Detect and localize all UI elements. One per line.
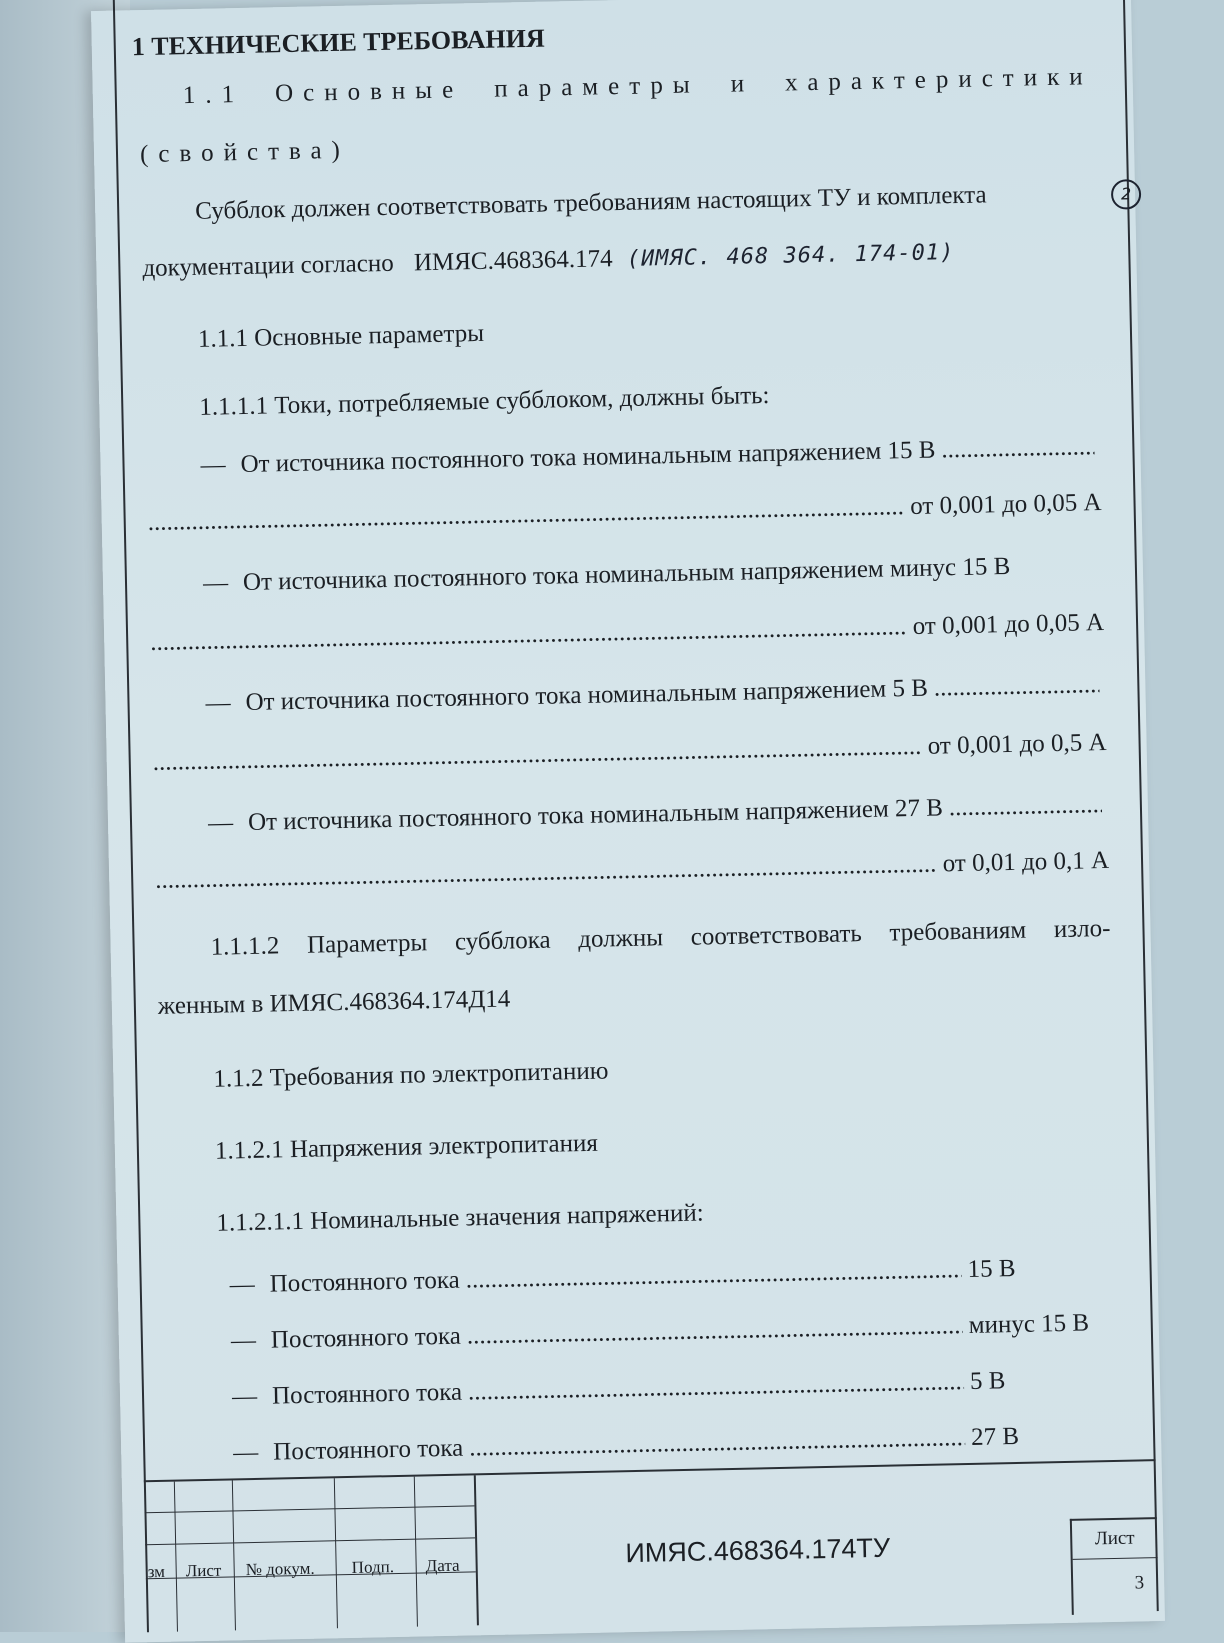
stamp-grid-line (414, 1477, 418, 1627)
stamp-col-date: Дата (425, 1555, 460, 1576)
handwritten-annotation: (ИМЯС. 468 364. 174-01) (626, 240, 955, 272)
stamp-col-list: Лист (185, 1560, 222, 1581)
stamp-col-sign: Подп. (351, 1557, 395, 1577)
intro-doc-ref: ИМЯС.468364.174 (413, 245, 613, 277)
current-item-2-text: От источника постоянного тока номинальным напряжением минус 15 В (242, 552, 1011, 597)
current-item-2-dash: — (202, 569, 229, 597)
sheet-label: Лист (1072, 1519, 1158, 1560)
voltage-item-2-dash: — (230, 1326, 257, 1355)
voltage-item-4-label: Постоянного тока (272, 1434, 464, 1466)
heading-1-1-cont: (свойства) (139, 136, 351, 169)
current-item-1-text: От источника постоянного тока номинальным напряжением 15 В (240, 436, 936, 479)
para-1-1-1-2-word-1: Параметры (306, 929, 428, 959)
voltage-item-3-label: Постоянного тока (271, 1378, 463, 1410)
voltage-item-3-value: 5 В (969, 1367, 1006, 1395)
leader-dots (949, 790, 1103, 823)
margin-circled-mark: 2 (1111, 179, 1142, 210)
leader-dots (941, 432, 1095, 465)
voltage-item-1-dash: — (229, 1270, 256, 1299)
stamp-col-doc: № докум. (245, 1558, 315, 1580)
current-item-3-dash: — (205, 689, 231, 717)
para-1-1-1-2-num: 1.1.1.2 (210, 932, 280, 961)
intro-prefix: документации согласно (142, 249, 394, 283)
para-1-1-1-2-word-4: соответствовать (690, 920, 863, 951)
section-title: 1 ТЕХНИЧЕСКИЕ ТРЕБОВАНИЯ (131, 23, 546, 62)
para-1-1-1-2-word-3: должны (577, 924, 664, 954)
document-number: ИМЯС.468364.174ТУ (625, 1532, 891, 1569)
heading-1-1-2: 1.1.2 Требования по электропитанию (213, 1057, 609, 1093)
heading-1-1-word-2: параметры (493, 71, 700, 103)
stamp-grid-line (232, 1480, 236, 1630)
heading-1-1-2-1: 1.1.2.1 Напряжения электропитания (214, 1129, 599, 1165)
stamp-col-izm: зм (147, 1561, 166, 1582)
para-1-1-1-2-word-6: изло- (1053, 914, 1111, 944)
voltage-item-2-value: минус 15 В (968, 1309, 1090, 1339)
para-1-1-1-2-line-2: женным в ИМЯС.468364.174Д14 (157, 985, 511, 1020)
current-item-2-value: от 0,001 до 0,05 А (912, 608, 1105, 640)
heading-1-1-1-1: 1.1.1.1 Токи, потребляемые субблоком, должны быть: (199, 381, 770, 421)
heading-1-1-word-1: Основные (274, 76, 464, 108)
leader-dots (934, 670, 1100, 703)
voltage-item-4-value: 27 В (970, 1422, 1020, 1451)
sheet-number: 3 (1134, 1572, 1145, 1594)
heading-1-1-num: 1.1 (182, 80, 245, 110)
current-item-3-value: от 0,001 до 0,5 А (927, 728, 1107, 760)
voltage-item-4-dash: — (232, 1438, 259, 1467)
voltage-item-1-value: 15 В (967, 1254, 1016, 1283)
intro-line-1: Субблок должен соответствовать требованиям настоящих ТУ и комплекта (194, 181, 987, 225)
current-item-1-dash: — (200, 451, 226, 479)
voltage-item-3-dash: — (231, 1382, 258, 1411)
stamp-revision-grid (144, 1475, 477, 1632)
current-item-4-value: от 0,01 до 0,1 А (942, 846, 1110, 878)
voltage-item-1-label: Постоянного тока (269, 1266, 460, 1298)
current-item-4-text: От источника постоянного тока номинальным напряжением 27 В (247, 794, 944, 836)
heading-1-1-word-4: характеристики (784, 63, 1093, 97)
heading-1-1-1: 1.1.1 Основные параметры (197, 319, 485, 353)
heading-1-1-2-1-1: 1.1.2.1.1 Номинальные значения напряжений: (216, 1199, 704, 1237)
document-sheet (91, 0, 1165, 1643)
current-item-3-text: От источника постоянного тока номинальным напряжением 5 В (245, 674, 929, 716)
current-item-1-value: от 0,001 до 0,05 А (909, 489, 1102, 521)
stamp-grid-line (145, 1537, 475, 1545)
para-1-1-1-2-word-5: требованиям (889, 916, 1027, 947)
para-1-1-1-2-word-2: субблока (454, 926, 551, 956)
stamp-grid-line (174, 1482, 178, 1632)
sheet-number-box (1070, 1517, 1159, 1615)
stamp-grid-line (144, 1505, 474, 1513)
voltage-item-2-label: Постоянного тока (270, 1322, 462, 1354)
stamp-grid-line (334, 1478, 338, 1628)
heading-1-1-word-3: и (730, 70, 755, 98)
current-item-4-dash: — (207, 809, 234, 837)
title-block-stamp (144, 1459, 1159, 1632)
